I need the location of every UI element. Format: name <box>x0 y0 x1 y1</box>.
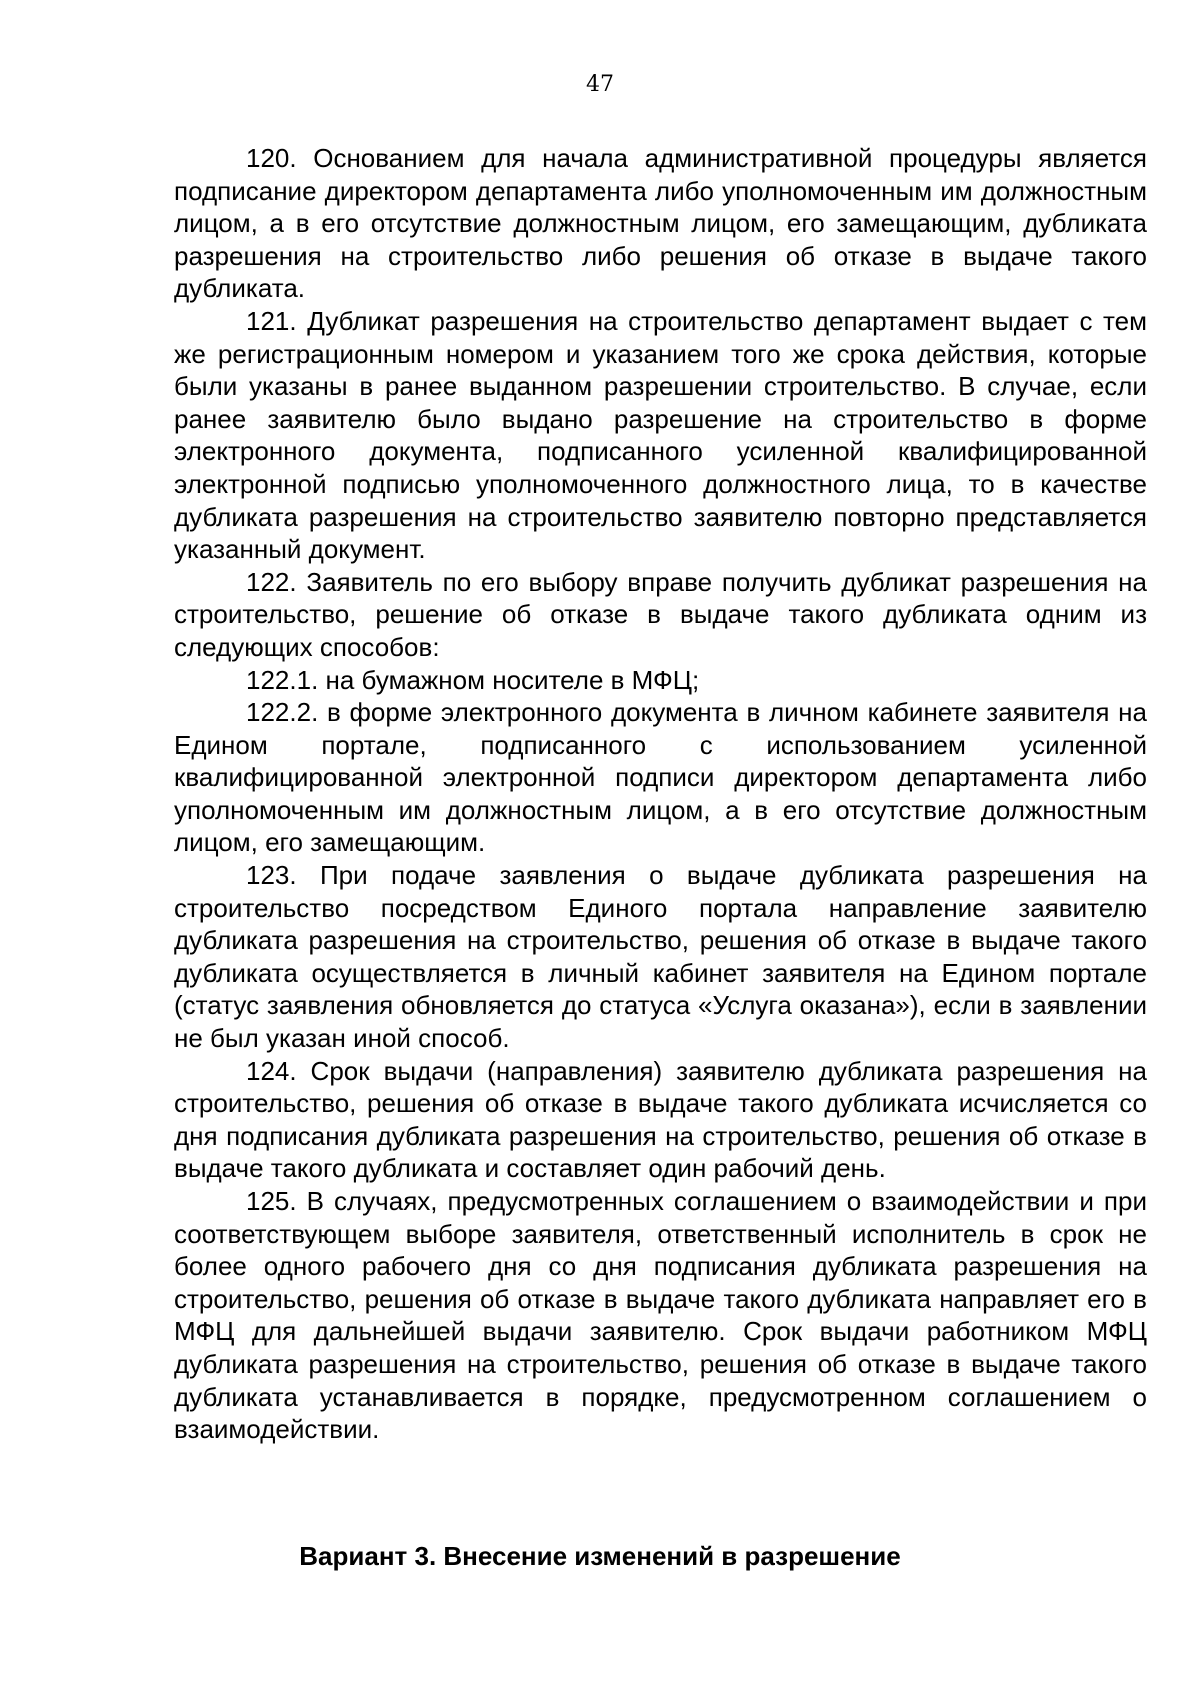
section-heading: Вариант 3. Внесение изменений в разрешение <box>299 1541 901 1571</box>
paragraph-120: 120. Основанием для начала административной процедуры является подписание директором департамента либо уполномоченным им должностным лицом, а в его отсутствие должностным лицом, его замещающим, дубликата разрешения на строительство либо решения об отказе в выдаче такого дубликата. <box>174 143 1147 304</box>
paragraph-125: 125. В случаях, предусмотренных соглашением о взаимодействии и при соответствующем выборе заявителя, ответственный исполнитель в срок не более одного рабочего дня со дня подписания дубликата разрешения на строительство, решения об отказе в выдаче такого дубликата направляет его в МФЦ для дальнейшей выдачи заявителю. Срок выдачи работником МФЦ дубликата разрешения на строительство, решения об отказе в выдаче такого дубликата устанавливается в порядке, предусмотренном соглашением о взаимодействии. <box>174 1186 1147 1445</box>
paragraph-123: 123. При подаче заявления о выдаче дубликата разрешения на строительство посредством Единого портала направление заявителю дубликата разрешения на строительство, решения об отказе в выдаче такого дубликата осуществляется в личный кабинет заявителя на Едином портале (статус заявления обновляется до статуса «Услуга оказана»), если в заявлении не был указан иной способ. <box>174 860 1147 1054</box>
paragraph-122-2: 122.2. в форме электронного документа в личном кабинете заявителя на Едином портале, подписанного с использованием усиленной квалифицированной электронной подписи директором департамента либо уполномоченным им должностным лицом, а в его отсутствие должностным лицом, его замещающим. <box>174 697 1147 858</box>
paragraph-122: 122. Заявитель по его выбору вправе получить дубликат разрешения на строительство, решение об отказе в выдаче такого дубликата одним из следующих способов: <box>174 566 1147 662</box>
document-body <box>174 142 1147 1446</box>
paragraph-124: 124. Срок выдачи (направления) заявителю дубликата разрешения на строительство, решения об отказе в выдаче такого дубликата исчисляется со дня подписания дубликата разрешения на строительство, решения об отказе в выдаче такого дубликата и составляет один рабочий день. <box>174 1055 1147 1184</box>
paragraph-121: 121. Дубликат разрешения на строительство департамент выдает с тем же регистрационным номером и указанием того же срока действия, которые были указаны в ранее выданном разрешении строительство. В случае, если ранее заявителю было выдано разрешение на строительство в форме электронного документа, подписанного усиленной квалифицированной электронной подписью уполномоченного должностного лица, то в качестве дубликата разрешения на строительство заявителю повторно представляется указанный документ. <box>174 305 1147 565</box>
page-number: 47 <box>586 72 614 97</box>
paragraph-122-1: 122.1. на бумажном носителе в МФЦ; <box>246 664 700 695</box>
